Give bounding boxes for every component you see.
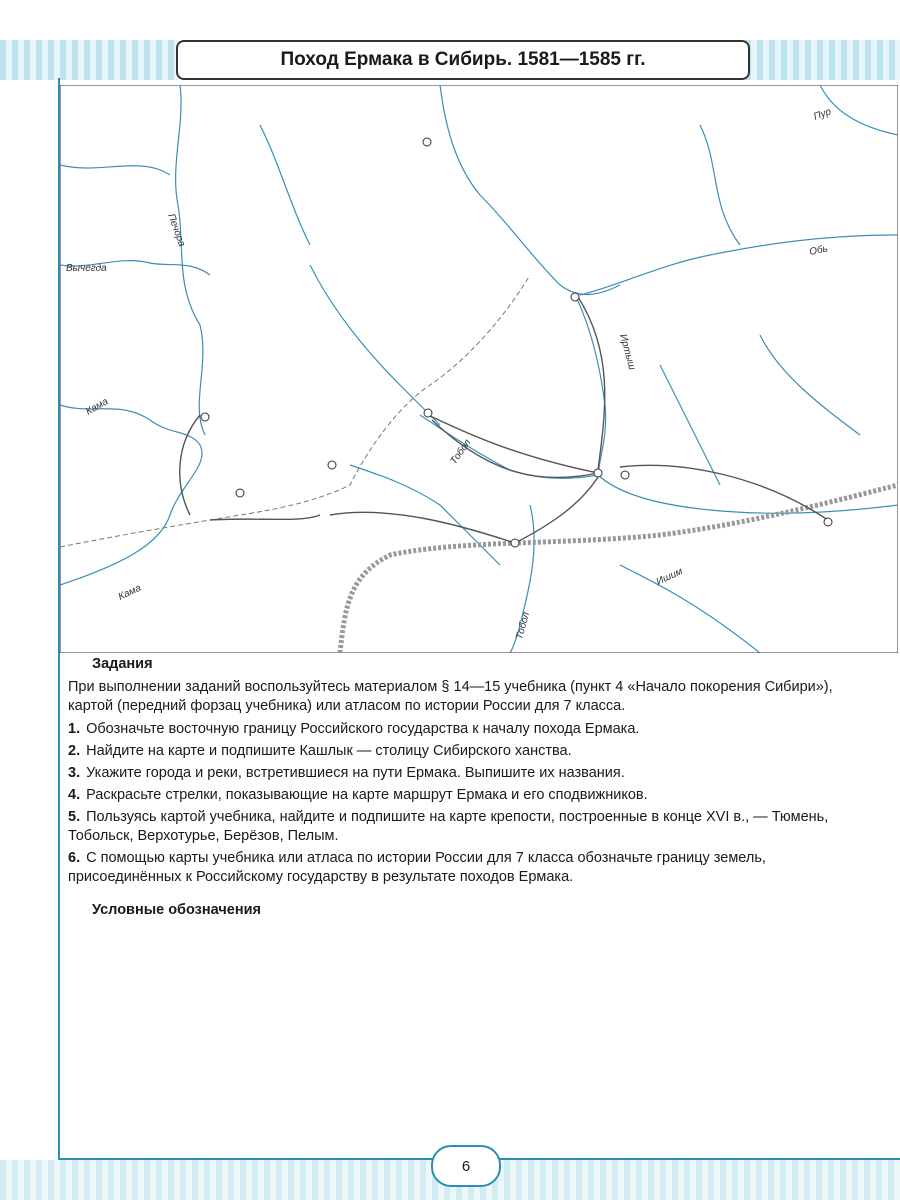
settlement-10 (824, 518, 832, 526)
settlement-5 (328, 461, 336, 469)
settlement-1 (423, 138, 431, 146)
label-ishim: Ишим (654, 565, 685, 588)
label-kama-lower: Кама (116, 582, 143, 603)
settlement-9 (511, 539, 519, 547)
header-ornament-left (0, 40, 180, 80)
task-number: 4. (68, 787, 81, 803)
task-item (68, 849, 860, 887)
page-title (176, 40, 750, 80)
settlement-2 (571, 293, 579, 301)
task-number: 2. (68, 743, 81, 759)
task-text: Найдите на карте и подпишите Кашлык — столицу Сибирского ханства. (86, 743, 572, 759)
task-item (68, 742, 860, 761)
task-item (68, 720, 860, 739)
label-tobol-upper: Тобол (448, 437, 474, 467)
tasks-heading: Задания (92, 656, 153, 672)
page-number-text: 6 (461, 1157, 471, 1175)
contour-map (60, 85, 898, 653)
label-irtysh: Иртыш (617, 332, 638, 372)
task-text: Обозначьте восточную границу Российского государства к началу похода Ермака. (86, 721, 640, 737)
tasks-intro: При выполнении заданий воспользуйтесь материалом § 14—15 учебника (пункт 4 «Начало покорения Сибири»), картой (передний форзац учебника) или атласом по истории России для 7 класса. (68, 679, 833, 714)
task-number: 1. (68, 721, 81, 737)
label-vychegda: Вычегда (66, 263, 107, 274)
map-border (60, 85, 898, 653)
settlement-8 (621, 471, 629, 479)
page-title-text: Поход Ермака в Сибирь. 1581—1585 гг. (280, 49, 646, 70)
settlement-7 (594, 469, 602, 477)
bleed-through-area (70, 930, 860, 1120)
task-number: 6. (68, 850, 81, 866)
tasks-list (68, 720, 860, 887)
task-text: Раскрасьте стрелки, показывающие на карте маршрут Ермака и его сподвижников. (86, 787, 648, 803)
header-ornament-right (745, 40, 900, 80)
settlement-6 (424, 409, 432, 417)
legend-heading: Условные обозначения (92, 902, 261, 918)
tasks-section (68, 655, 860, 890)
label-tobol-lower: Тобол (514, 610, 533, 641)
settlement-4 (236, 489, 244, 497)
label-pur: Пур (812, 106, 833, 123)
task-number: 5. (68, 809, 81, 825)
task-item (68, 808, 860, 846)
task-number: 3. (68, 765, 81, 781)
task-text: Укажите города и реки, встретившиеся на пути Ермака. Выпишите их названия. (86, 765, 625, 781)
page-number (431, 1145, 501, 1187)
task-item (68, 764, 860, 783)
settlement-3 (201, 413, 209, 421)
label-pechora: Печора (165, 212, 188, 249)
task-text: Пользуясь картой учебника, найдите и подпишите на карте крепости, построенные в конце XVI в., — Тюмень, Тобольск, Верхотурье, Берёзов, Пелым. (68, 809, 829, 844)
task-text: С помощью карты учебника или атласа по истории России для 7 класса обозначьте границу земель, присоединённых к Российскому государству в результате походов Ермака. (68, 850, 766, 885)
task-item (68, 786, 860, 805)
label-ob: Обь (808, 243, 829, 258)
label-kama-upper: Кама (84, 396, 111, 418)
